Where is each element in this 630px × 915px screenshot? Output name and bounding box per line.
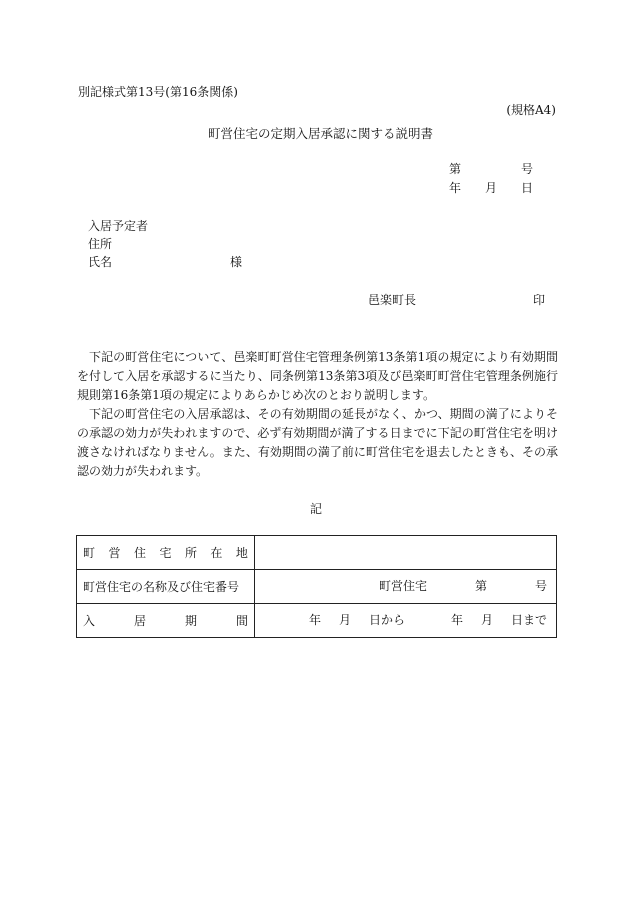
housing-number-dai: 第 xyxy=(475,579,488,593)
period-value-cell[interactable] xyxy=(255,604,557,638)
paper-size-spec: (規格A4) xyxy=(506,103,556,117)
recipient-label: 入居予定者 xyxy=(88,219,149,233)
period-label-cell xyxy=(77,604,255,638)
honorific-sama: 様 xyxy=(230,255,243,269)
address-label: 住所 xyxy=(88,237,113,251)
document-title: 町営住宅の定期入居承認に関する説明書 xyxy=(208,126,434,141)
table-row-location xyxy=(77,536,557,570)
body-paragraph-1: 下記の町営住宅について、邑楽町町営住宅管理条例第13条第1項の規定により有効期間を付して入居を承認するに当たり、同条例第13条第3項及び邑楽町町営住宅管理条例施行規則第16条第1項の規定によりあらかじめ次のとおり説明します。 xyxy=(77,350,558,402)
housing-info-table xyxy=(76,535,557,638)
body-paragraph-2: 下記の町営住宅の入居承認は、その有効期間の延長がなく、かつ、期間の満了によりその承認の効力が失われますので、必ず有効期間が満了する日までに下記の町営住宅を明け渡さなければなりません。また、有効期間の満了前に町営住宅を退去したときも、その承認の効力が失われます。 xyxy=(77,407,558,478)
ki-heading: 記 xyxy=(310,502,323,516)
date-month: 月 xyxy=(485,181,498,195)
form-number: 別記様式第13号(第16条関係) xyxy=(78,85,238,99)
table-row-name xyxy=(77,570,557,604)
date-day: 日 xyxy=(521,181,534,195)
period-from-day: 日から xyxy=(369,613,406,627)
period-from-month: 月 xyxy=(339,613,352,627)
date-year: 年 xyxy=(449,181,462,195)
name-number-value-cell[interactable] xyxy=(255,570,557,604)
mayor-title: 邑楽町長 xyxy=(368,293,417,307)
period-to-year: 年 xyxy=(451,613,464,627)
table-row-period xyxy=(77,604,557,638)
doc-number-go: 号 xyxy=(521,162,534,176)
period-label: 入 居 期 間 xyxy=(83,613,248,628)
name-number-label-cell xyxy=(77,570,255,604)
location-label-cell xyxy=(77,536,255,570)
location-label: 町 営 住 宅 所 在 地 xyxy=(83,545,248,560)
seal-mark: 印 xyxy=(533,293,546,307)
name-label: 氏名 xyxy=(88,255,113,269)
housing-name-suffix: 町営住宅 xyxy=(379,579,428,593)
explanation-body xyxy=(77,348,558,481)
period-from-year: 年 xyxy=(309,613,322,627)
doc-number-dai: 第 xyxy=(449,162,462,176)
period-to-day: 日まで xyxy=(511,613,548,627)
period-to-month: 月 xyxy=(481,613,494,627)
name-number-label: 町営住宅の名称及び住宅番号 xyxy=(83,579,240,594)
location-value-cell[interactable] xyxy=(255,536,557,570)
housing-number-go: 号 xyxy=(535,579,548,593)
